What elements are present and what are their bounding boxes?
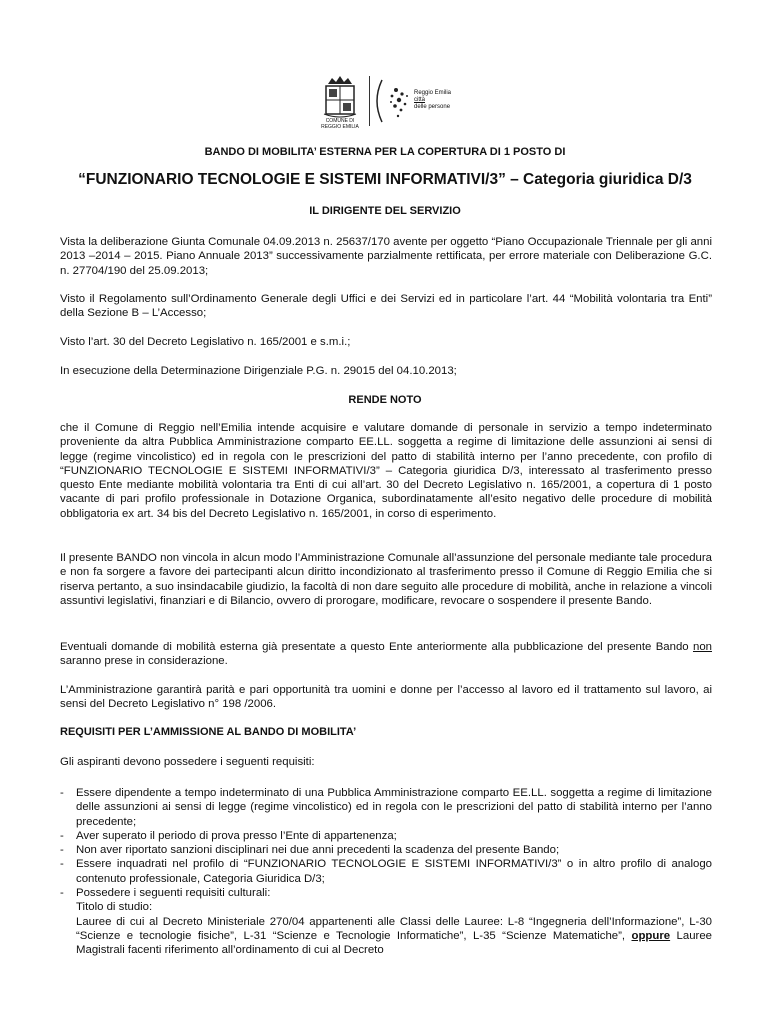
requirements-list	[60, 786, 712, 958]
city-logo-line2: città	[414, 97, 426, 103]
requisiti-heading: REQUISITI PER L’AMMISSIONE AL BANDO DI MOBILITA’	[60, 726, 357, 738]
requirement-text: Possedere i seguenti requisiti culturali:	[76, 887, 271, 900]
list-item	[60, 857, 712, 886]
list-dash: -	[60, 844, 64, 857]
list-item	[60, 786, 712, 829]
paragraph-determinazione: In esecuzione della Determinazione Dirigenziale P.G. n. 29015 del 04.10.2013;	[60, 365, 457, 377]
paragraph-aspiranti: Gli aspiranti devono possedere i seguenti requisiti:	[60, 756, 315, 768]
list-dash: -	[60, 787, 64, 799]
paragraph-presente-bando: Il presente BANDO non vincola in alcun modo l’Amministrazione Comunale all’assunzione del personale mediante tale procedura e non fa sorgere a favore dei partecipanti alcun diritto incondizionato al trasferimento presso il Comune di Reggio Emilia che si riserva pertanto, a suo insindacabile giudizio, la facoltà di non dare seguito alle procedure di mobilità, anche in relazione a vincoli assuntivi legislativi, finanziari e di Bilancio, ovvero di prorogare, modificare, revocare o sospendere il presente Bando.	[60, 552, 712, 607]
rende-noto-heading: RENDE NOTO	[348, 394, 422, 406]
list-item	[60, 886, 712, 957]
lauree-oppure: oppure	[631, 929, 671, 942]
logo-separator	[369, 76, 370, 126]
eventuali-text-b: saranno prese in considerazione.	[60, 655, 228, 668]
requirement-text: Essere dipendente a tempo indeterminato di una Pubblica Amministrazione comparto EE.LL. soggetta a regime di limitazione delle assunzioni ai sensi di legge (regime vincolistico) ed in regola con le prescrizioni del patto di stabilità interno per l’anno precedente;	[76, 787, 712, 828]
city-logo-text	[414, 90, 451, 111]
requirement-text: Aver superato il periodo di prova presso l’Ente di appartenenza;	[76, 829, 397, 842]
paragraph-decreto: Visto l’art. 30 del Decreto Legislativo n. 165/2001 e s.m.i.;	[60, 336, 351, 348]
list-dash: -	[60, 829, 64, 842]
requirement-text: Non aver riportato sanzioni disciplinari nei due anni precedenti la scadenza del presente Bando;	[76, 844, 560, 857]
titolo-di-studio: Titolo di studio:	[76, 901, 153, 914]
eventuali-non: non	[692, 641, 712, 653]
requirement-text: Essere inquadrati nel profilo di “FUNZIONARIO TECNOLOGIE E SISTEMI INFORMATIVI/3” o in altro profilo di analogo contenuto professionale, Categoria Giuridica D/3;	[76, 858, 712, 885]
list-item	[60, 829, 712, 843]
paragraph-comune: che il Comune di Reggio nell’Emilia intende acquisire e valutare domande di personale in servizio a tempo indeterminato proveniente da altra Pubblica Amministrazione comparto EE.LL. soggetta a regime di limitazione delle assunzioni ai sensi di legge (regime vincolistico) ed in regola con le prescrizioni del patto di stabilità interno per l’anno precedente, con profilo di “FUNZIONARIO TECNOLOGIE E SISTEMI INFORMATIVI/3” – Categoria giuridica D/3, interessato al trasferimento presso questo Ente mediante mobilità volontaria tra Enti di cui all’art. 30 del Decreto Legislativo n. 165/2001, a copertura di 1 posto vacante di pari profilo professionale in Dotazione Organica, subordinatamente all’esito negativo delle procedure di mobilità obbligatoria ex art. 34 bis del Decreto Legislativo n. 165/2001, in corso di esperimento.	[60, 422, 712, 520]
lauree-text	[76, 915, 712, 958]
dirigente-heading: IL DIRIGENTE DEL SERVIZIO	[309, 205, 461, 217]
bando-title: BANDO DI MOBILITA’ ESTERNA PER LA COPERTURA DI 1 POSTO DI	[204, 146, 566, 158]
crest-caption: COMUNE DI REGGIO EMILIA	[321, 118, 359, 130]
paragraph-eventuali-domande	[60, 640, 712, 669]
eventuali-text-a: Eventuali domande di mobilità esterna già presentate a questo Ente anteriormente alla pubblicazione del presente Bando	[60, 641, 693, 653]
lauree-text-b: Lauree Magistrali facenti riferimento all’ordinamento di cui al Decreto	[76, 929, 712, 957]
lauree-text-a: Lauree di cui al Decreto Ministeriale 270/04 appartenenti alle Classi delle Lauree: L-8 “Ingegneria dell’Informazione”, L-30 “Scienze e tecnologie fisiche”, L-31 “Scienze e Tecnologie Informatiche”, L-35 “Scienze Matematiche”,	[76, 915, 712, 942]
header-logos	[316, 74, 466, 136]
paragraph-regolamento: Visto il Regolamento sull’Ordinamento Generale degli Uffici e dei Servizi ed in particolare l’art. 44 “Mobilità volontaria tra Enti” della Sezione B – L’Accesso;	[60, 293, 712, 320]
paragraph-pari-opportunita: L’Amministrazione garantirà parità e pari opportunità tra uomini e donne per l’accesso al lavoro ed il trattamento sul lavoro, ai sensi del Decreto Legislativo n° 198 /2006.	[60, 684, 712, 711]
posto-title: “FUNZIONARIO TECNOLOGIE E SISTEMI INFORMATIVI/3” – Categoria giuridica D/3	[78, 171, 692, 188]
reggio-emilia-logo-icon	[374, 76, 414, 126]
city-logo-line3: delle persone	[414, 104, 451, 110]
list-dash: -	[60, 887, 64, 900]
list-item	[60, 843, 712, 857]
paragraph-deliberazione: Vista la deliberazione Giunta Comunale 04.09.2013 n. 25637/170 avente per oggetto “Piano Occupazionale Triennale per gli anni 2013 –2014 – 2015. Piano Annuale 2013” successivamente parzialmente rettificata, per errore materiale con Deliberazione G.C. n. 27704/190 del 25.09.2013;	[60, 236, 712, 277]
list-dash: -	[60, 858, 64, 871]
city-logo-line1: Reggio Emilia	[414, 90, 452, 96]
